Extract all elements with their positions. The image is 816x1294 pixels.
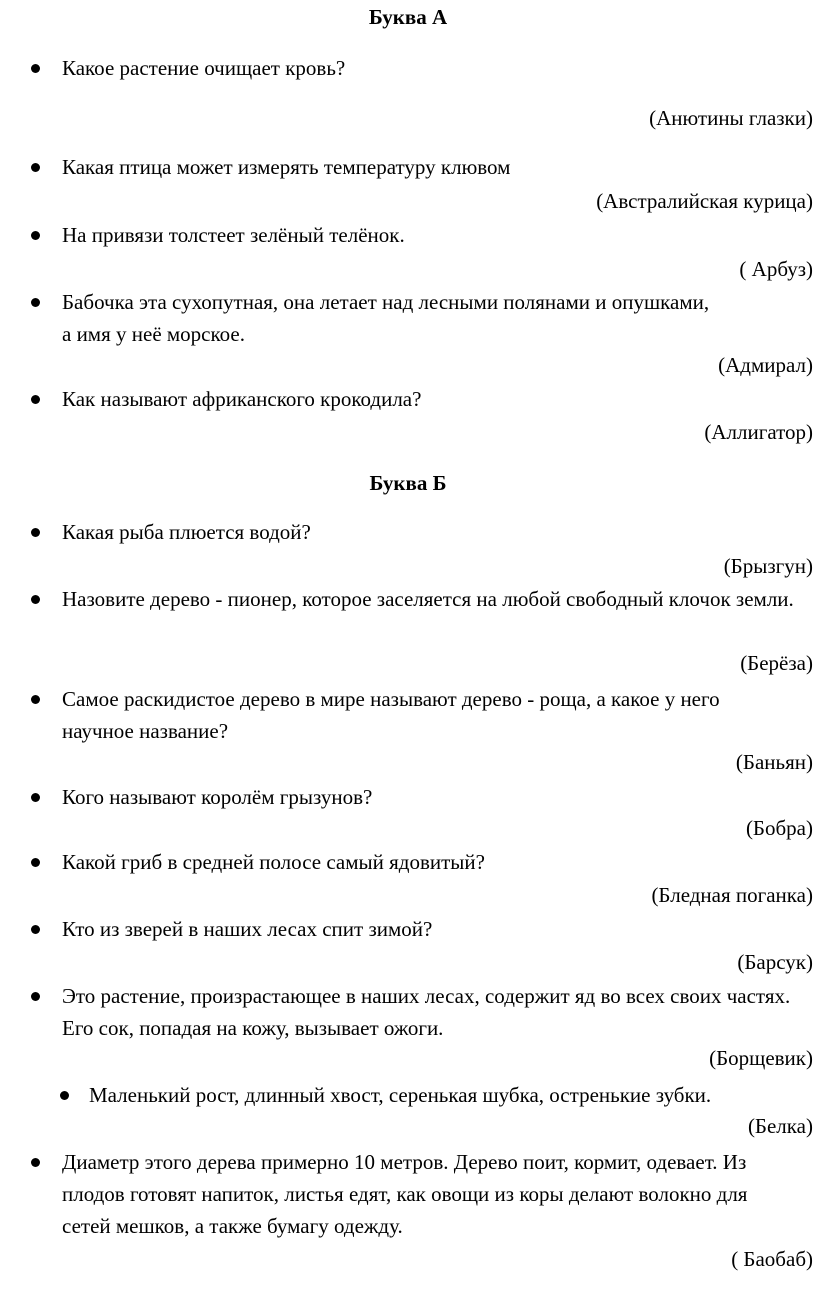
answer-text: (Аллигатор) bbox=[704, 420, 813, 444]
bullet-icon bbox=[31, 395, 40, 404]
answer-text: ( Баобаб) bbox=[731, 1247, 813, 1271]
bullet-icon bbox=[31, 992, 40, 1001]
question-item bbox=[62, 286, 722, 350]
question-text: Кто из зверей в наших лесах спит зимой? bbox=[62, 917, 433, 941]
question-text: Самое раскидистое дерево в мире называют дерево - роща, а какое у него научное название? bbox=[62, 687, 720, 743]
question-item bbox=[62, 846, 806, 878]
bullet-icon bbox=[31, 298, 40, 307]
question-item bbox=[62, 219, 806, 251]
question-item bbox=[62, 516, 806, 548]
question-text: Бабочка эта сухопутная, она летает над лесными полянами и опушками, а имя у неё морское. bbox=[62, 290, 710, 346]
answer-text: (Бледная поганка) bbox=[651, 883, 813, 907]
answer-text: (Бобра) bbox=[745, 816, 813, 840]
bullet-icon bbox=[31, 925, 40, 934]
question-item bbox=[62, 683, 792, 747]
bullet-icon bbox=[31, 1158, 40, 1167]
question-text: Назовите дерево - пионер, которое заселяется на любой свободный клочок земли. bbox=[62, 587, 794, 611]
bullet-icon bbox=[31, 528, 40, 537]
question-text: Какая рыба плюется водой? bbox=[62, 520, 311, 544]
question-text: Какой гриб в средней полосе самый ядовитый? bbox=[62, 850, 485, 874]
bullet-icon bbox=[31, 64, 40, 73]
question-item bbox=[62, 383, 806, 415]
question-text: Как называют африканского крокодила? bbox=[62, 387, 422, 411]
bullet-icon bbox=[31, 858, 40, 867]
question-text: Диаметр этого дерева примерно 10 метров. Дерево поит, кормит, одевает. Из плодов готовят напиток, листья едят, как овощи из коры делают волокно для сетей мешков, а также бумагу одежду. bbox=[62, 1150, 748, 1238]
question-item bbox=[62, 583, 813, 615]
question-text: На привязи толстеет зелёный телёнок. bbox=[62, 223, 405, 247]
answer-text: ( Арбуз) bbox=[739, 257, 813, 281]
question-text: Какая птица может измерять температуру клювом bbox=[62, 155, 511, 179]
bullet-icon bbox=[60, 1091, 69, 1100]
question-text: Маленький рост, длинный хвост, серенькая шубка, остренькие зубки. bbox=[89, 1083, 712, 1107]
question-item bbox=[62, 1146, 792, 1242]
bullet-icon bbox=[31, 231, 40, 240]
answer-text: (Борщевик) bbox=[709, 1046, 813, 1070]
bullet-icon bbox=[31, 793, 40, 802]
answer-text: (Берёза) bbox=[740, 651, 813, 675]
question-item bbox=[62, 151, 806, 183]
answer-text: (Белка) bbox=[747, 1114, 813, 1138]
heading-section-b: Буква Б bbox=[369, 471, 447, 495]
question-text: Кого называют королём грызунов? bbox=[62, 785, 373, 809]
question-item bbox=[62, 781, 806, 813]
answer-text: (Баньян) bbox=[735, 750, 813, 774]
answer-text: (Барсук) bbox=[737, 950, 813, 974]
question-text: Это растение, произрастающее в наших лесах, содержит яд во всех своих частях. Его сок, попадая на кожу, вызывает ожоги. bbox=[62, 984, 791, 1040]
answer-text: (Адмирал) bbox=[718, 353, 813, 377]
answer-text: (Австралийская курица) bbox=[596, 189, 813, 213]
question-item bbox=[62, 980, 792, 1044]
answer-text: (Брызгун) bbox=[723, 554, 813, 578]
bullet-icon bbox=[31, 695, 40, 704]
heading-section-a: Буква А bbox=[368, 5, 448, 29]
bullet-icon bbox=[31, 595, 40, 604]
question-item bbox=[62, 52, 806, 84]
bullet-icon bbox=[31, 163, 40, 172]
answer-text: (Анютины глазки) bbox=[649, 106, 813, 130]
question-item bbox=[62, 913, 806, 945]
question-item bbox=[89, 1079, 814, 1111]
question-text: Какое растение очищает кровь? bbox=[62, 56, 346, 80]
